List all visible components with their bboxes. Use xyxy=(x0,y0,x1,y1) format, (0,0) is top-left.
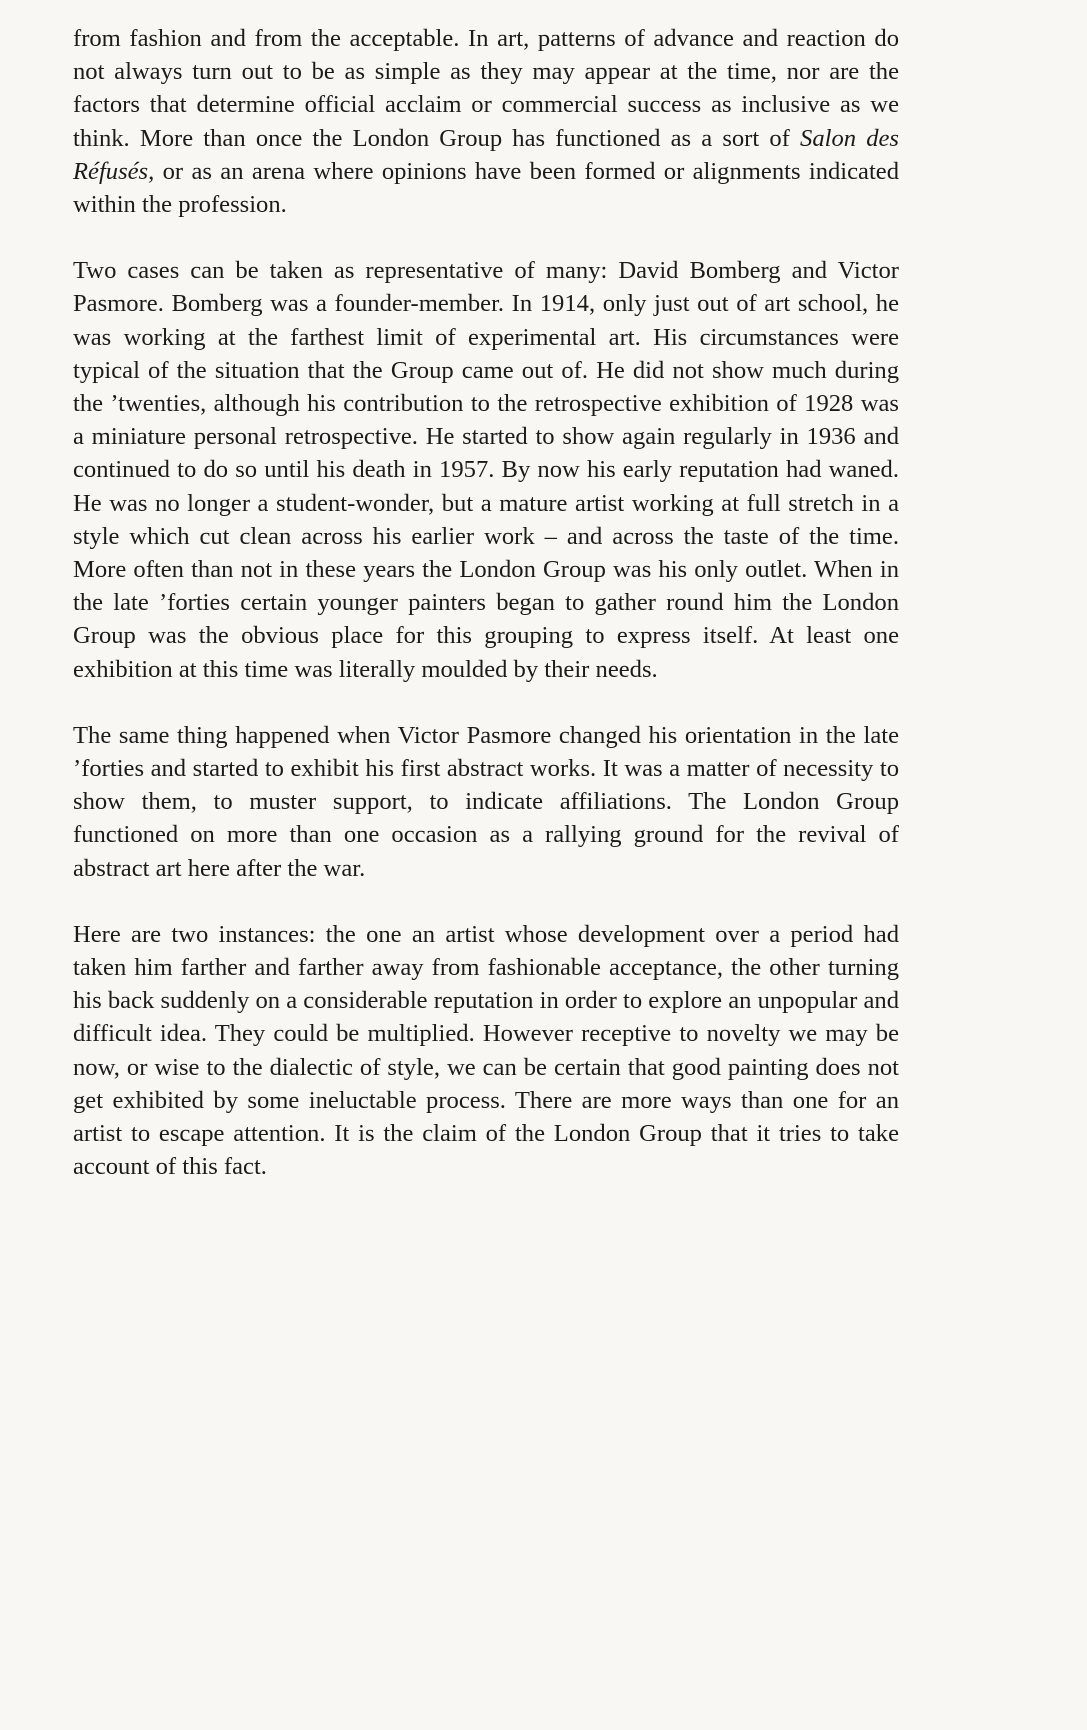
paragraph-4 xyxy=(73,918,899,1184)
paragraph-2-text: Two cases can be taken as representative of many: David Bomberg and Victor Pasmore. Bomberg was a founder-member. In 1914, only just out of art school, he was working at the farthest limit of experimental art. His circumstances were typical of the situation that the Group came out of. He did not show much during the ’twenties, although his contribution to the retrospective exhibition of 1928 was a miniature personal retrospective. He started to show again regularly in 1936 and continued to do so until his death in 1957. By now his early reputation had waned. He was no longer a student-wonder, but a mature artist working at full stretch in a style which cut clean across his earlier work – and across the taste of the time. More often than not in these years the London Group was his only outlet. When in the late ’forties certain younger painters began to gather round him the London Group was the obvious place for this grouping to express itself. At least one exhibition at this time was literally moulded by their needs. xyxy=(73,257,899,683)
paragraph-3 xyxy=(73,719,899,885)
salon-des-refuses-italic: Salon des Réfusés, xyxy=(73,124,900,185)
text-column xyxy=(73,22,899,1217)
paragraph-1 xyxy=(73,22,899,221)
paragraph-3-text: The same thing happened when Victor Pasmore changed his orientation in the late ’forties and started to exhibit his first abstract works. It was a matter of necessity to show them, to muster support, to indicate affiliations. The London Group functioned on more than one occasion as a rallying ground for the revival of abstract art here after the war. xyxy=(73,721,899,882)
paragraph-4-text: Here are two instances: the one an artist whose development over a period had taken him farther and farther away from fashionable acceptance, the other turning his back suddenly on a considerable reputation in order to explore an unpopular and difficult idea. They could be multiplied. However receptive to novelty we may be now, or wise to the dialectic of style, we can be certain that good painting does not get exhibited by some ineluctable process. There are more ways than one for an artist to escape attention. It is the claim of the London Group that it tries to take account of this fact. xyxy=(73,920,899,1181)
paragraph-1-text-a: from fashion and from the acceptable. In art, patterns of advance and reaction do not always turn out to be as simple as they may appear at the time, nor are the factors that determine official acclaim or commercial success as inclusive as we think. More than once the London Group has functioned as a sort of xyxy=(73,25,899,152)
paragraph-2 xyxy=(73,254,899,686)
paragraph-1-text-b: or as an arena where opinions have been formed or alignments indicated within the profession. xyxy=(73,157,899,219)
